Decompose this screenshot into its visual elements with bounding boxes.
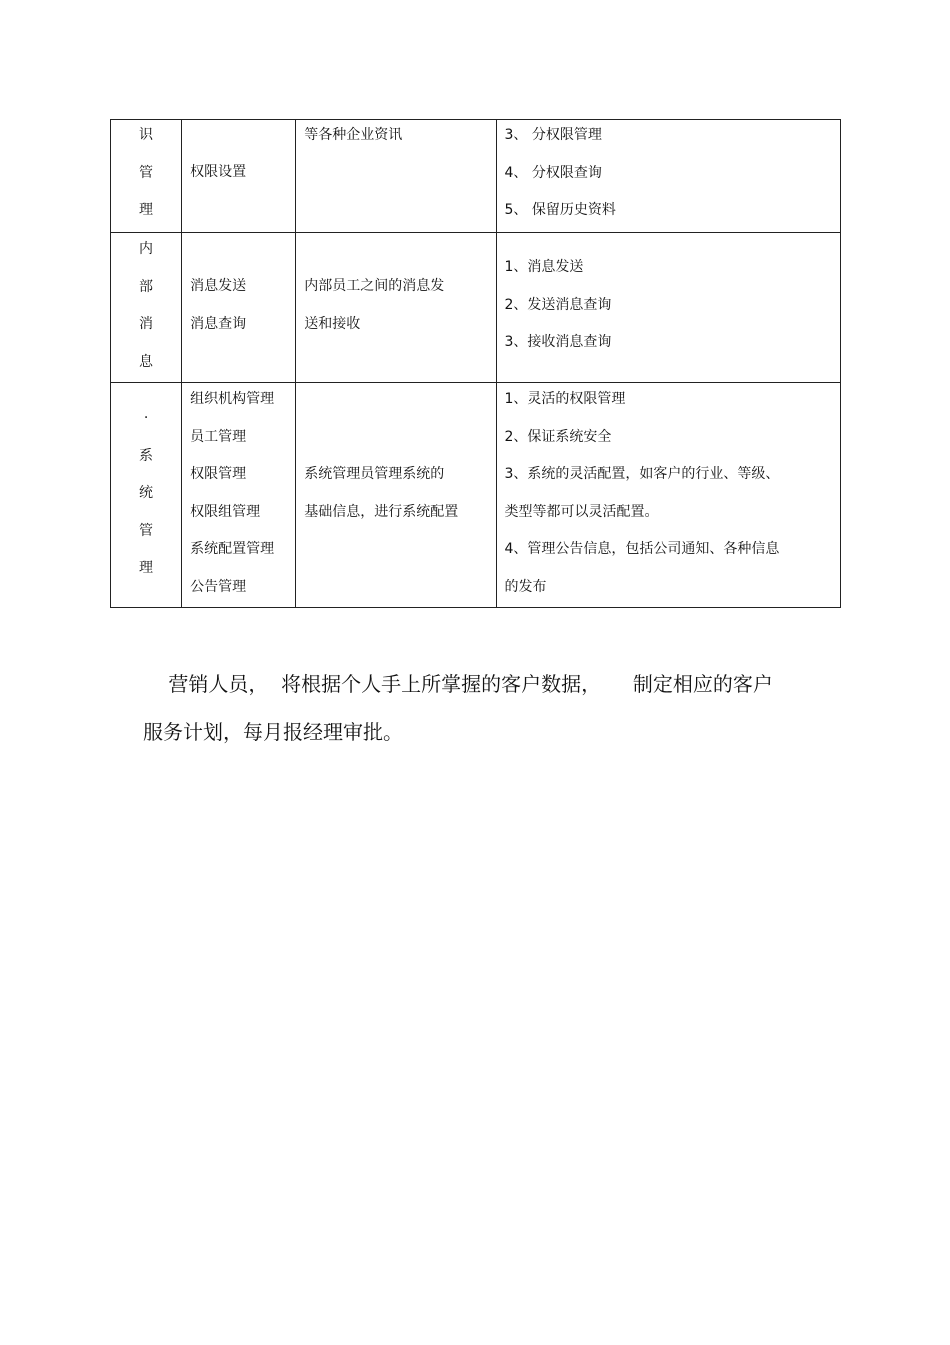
category-char: 理: [139, 560, 154, 576]
category-cell: [111, 120, 182, 233]
category-char: 息: [139, 353, 154, 370]
detail-line: 3、 分权限管理: [504, 127, 602, 143]
category-char: 内: [139, 241, 154, 257]
description-line: 等各种企业资讯: [304, 127, 403, 143]
detail-line: 2、保证系统安全: [504, 428, 612, 445]
function-cell: [182, 383, 296, 608]
paragraph-line: 服务计划，每月报经理审批。: [143, 720, 403, 744]
function-item: 权限组管理: [190, 503, 261, 520]
category-char: 管: [139, 522, 154, 539]
description-line: 系统管理员管理系统的: [304, 466, 445, 482]
detail-line: 4、 分权限查询: [504, 164, 602, 181]
category-char: 部: [139, 278, 154, 295]
detail-line: 2、发送消息查询: [504, 296, 612, 313]
category-char: 管: [139, 164, 154, 181]
function-item: 权限设置: [190, 164, 247, 180]
category-char: 理: [139, 202, 154, 218]
detail-line: 1、灵活的权限管理: [504, 391, 626, 407]
detail-line: 类型等都可以灵活配置。: [504, 503, 659, 520]
detail-line: 1、消息发送: [504, 259, 584, 275]
category-char: 系: [139, 447, 154, 464]
description-cell: [296, 120, 496, 233]
category-cell: [111, 233, 182, 383]
detail-line: 3、系统的灵活配置，如客户的行业、等级、: [504, 466, 780, 482]
description-cell: [296, 383, 496, 608]
feature-table: [110, 119, 841, 608]
function-cell: [182, 120, 296, 233]
description-line: 基础信息，进行系统配置: [304, 503, 459, 520]
detail-line: 的发布: [504, 578, 547, 595]
function-item: 消息发送: [190, 278, 247, 294]
category-char: 识: [139, 127, 154, 143]
body-paragraph: [143, 660, 803, 756]
description-line: 内部员工之间的消息发: [304, 278, 445, 294]
detail-line: 5、 保留历史资料: [504, 202, 616, 218]
description-line: 送和接收: [304, 315, 361, 332]
table-row: [111, 383, 841, 608]
detail-line: 4、管理公告信息，包括公司通知、各种信息: [504, 541, 780, 557]
table-row: [111, 233, 841, 383]
detail-line: 3、接收消息查询: [504, 334, 612, 350]
function-item: 员工管理: [190, 428, 247, 445]
description-cell: [296, 233, 496, 383]
paragraph-line: 营销人员， 将根据个人手上所掌握的客户数据， 制定相应的客户: [143, 672, 773, 696]
details-cell: [496, 233, 840, 383]
category-char: 统: [139, 485, 154, 501]
function-item: 公告管理: [190, 578, 247, 595]
function-item: 系统配置管理: [190, 541, 275, 557]
details-cell: [496, 120, 840, 233]
details-cell: [496, 383, 840, 608]
function-cell: [182, 233, 296, 383]
category-cell: [111, 383, 182, 608]
function-item: 消息查询: [190, 315, 247, 332]
category-char: 消: [139, 316, 154, 332]
category-char: ·: [143, 410, 149, 426]
table-row: [111, 120, 841, 233]
function-item: 组织机构管理: [190, 391, 275, 407]
function-item: 权限管理: [190, 466, 247, 482]
